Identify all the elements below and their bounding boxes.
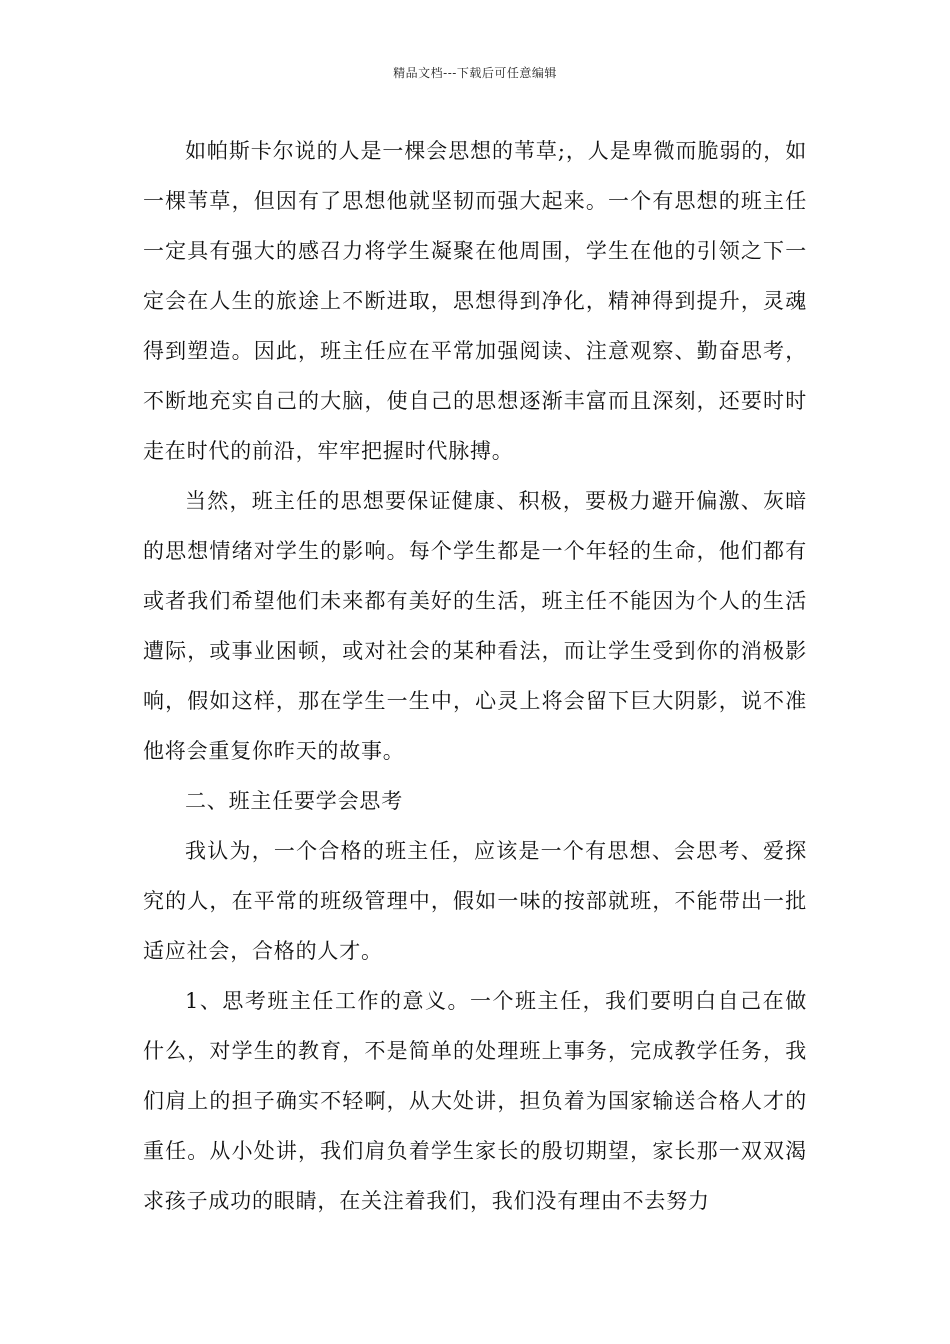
section-heading-learn-to-think: 二、班主任要学会思考 xyxy=(185,789,403,813)
document-body xyxy=(143,126,807,1226)
paragraph-qualified-teacher: 我认为，一个合格的班主任，应该是一个有思想、会思考、爱探究的人，在平常的班级管理中，假如一味的按部就班，不能带出一批适应社会，合格的人才。 xyxy=(143,839,807,963)
paragraph-thinking-reed: 如帕斯卡尔说的人是一棵会思想的苇草;，人是卑微而脆弱的，如一棵苇草，但因有了思想他就坚韧而强大起来。一个有思想的班主任一定具有强大的感召力将学生凝聚在他周围，学生在他的引领之下一定会在人生的旅途上不断进取，思想得到净化，精神得到提升，灵魂得到塑造。因此，班主任应在平常加强阅读、注意观察、勤奋思考，不断地充实自己的大脑，使自己的思想逐渐丰富而且深刻，还要时时走在时代的前沿，牢牢把握时代脉搏。 xyxy=(143,139,807,463)
paragraph-healthy-thought: 当然，班主任的思想要保证健康、积极，要极力避开偏激、灰暗的思想情绪对学生的影响。每个学生都是一个年轻的生命，他们都有或者我们希望他们未来都有美好的生活，班主任不能因为个人的生活遭际，或事业困顿，或对社会的某种看法，而让学生受到你的消极影响，假如这样，那在学生一生中，心灵上将会留下巨大阴影，说不准他将会重复你昨天的故事。 xyxy=(143,489,807,763)
paragraph-work-meaning: 1、思考班主任工作的意义。一个班主任，我们要明白自己在做什么，对学生的教育，不是简单的处理班上事务，完成教学任务，我们肩上的担子确实不轻啊，从大处讲，担负着为国家输送合格人才的重任。从小处讲，我们肩负着学生家长的殷切期望，家长那一双双渴求孩子成功的眼睛，在关注着我们，我们没有理由不去努力 xyxy=(143,989,807,1213)
page-header: 精品文档---下载后可任意编辑 xyxy=(393,66,557,80)
